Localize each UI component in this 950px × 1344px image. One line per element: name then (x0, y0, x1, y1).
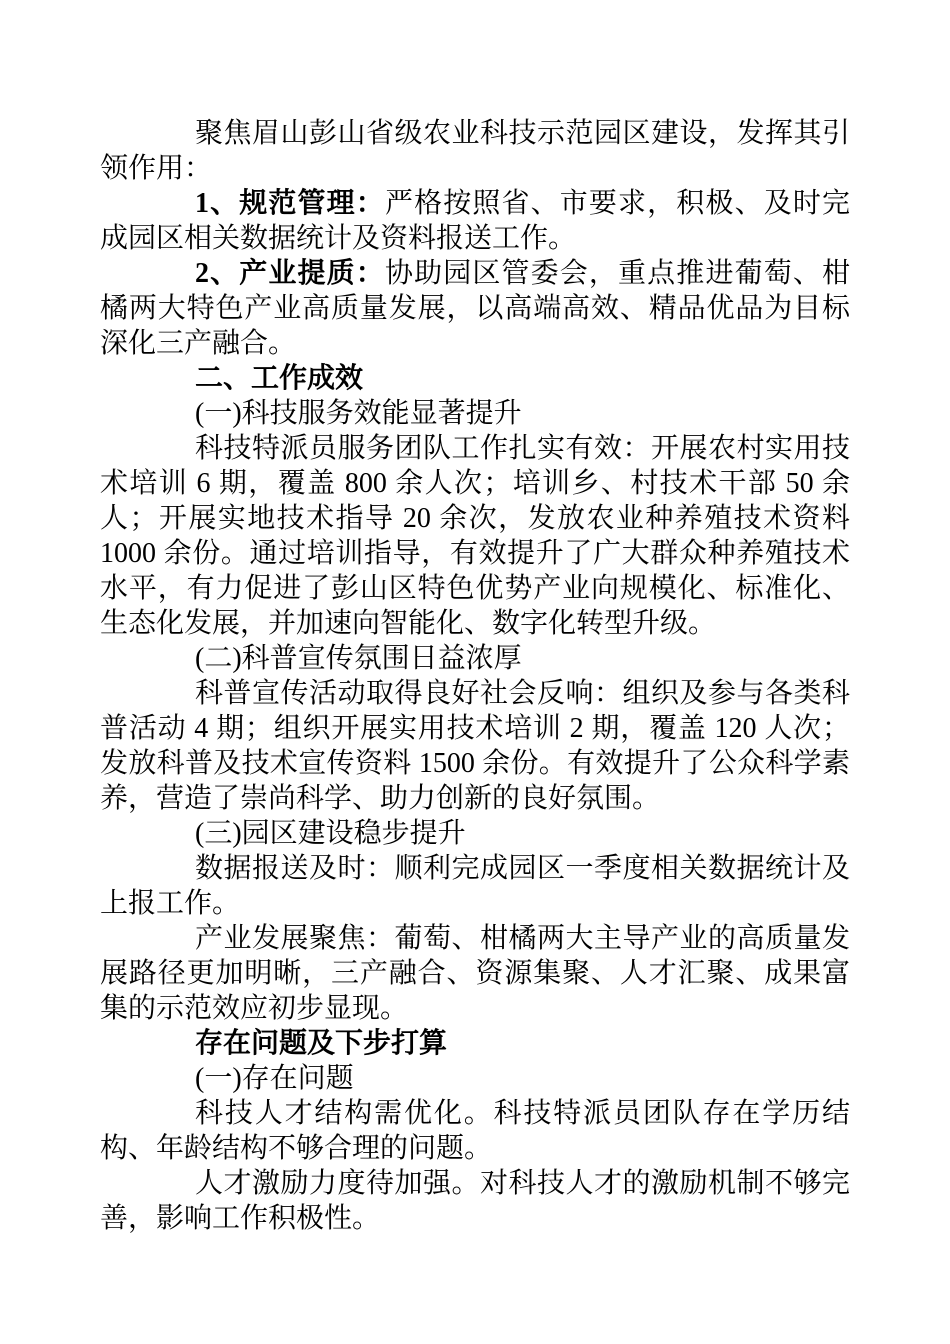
section-heading-problems-and-plans (100, 1026, 850, 1061)
paragraph-text: 科普宣传活动取得良好社会反响：组织及参与各类科普活动 4 期；组织开展实用技术培训 2 期，覆盖 120 人次；发放科普及技术宣传资料 1500 余份。有效提升了公众科学素养，营造了崇尚科学、助力创新的良好氛围。 (100, 678, 850, 814)
paragraph-data-reporting (100, 851, 850, 921)
subsection-heading-existing-problems (100, 1061, 850, 1096)
subsection-heading-park-construction (100, 816, 850, 851)
paragraph-text: 协助园区管委会，重点推进葡萄、柑橘两大特色产业高质量发展，以高端高效、精品优品为目标深化三产融合。 (100, 258, 850, 359)
paragraph-talent-structure (100, 1096, 850, 1166)
paragraph-industry-focus (100, 921, 850, 1026)
paragraph-bold-lead: 2、产业提质： (195, 258, 385, 289)
subsection-heading-science-popularization (100, 641, 850, 676)
paragraph-talent-incentive (100, 1166, 850, 1236)
paragraph-intro (100, 116, 850, 186)
subsection-heading-tech-service (100, 396, 850, 431)
paragraph-science-popularization-body (100, 676, 850, 816)
paragraph-text: 科技人才结构需优化。科技特派员团队存在学历结构、年龄结构不够合理的问题。 (100, 1098, 850, 1164)
heading-text: 二、工作成效 (195, 363, 364, 394)
paragraph-text: 数据报送及时：顺利完成园区一季度相关数据统计及上报工作。 (100, 853, 850, 919)
paragraph-text: 科技特派员服务团队工作扎实有效：开展农村实用技术培训 6 期，覆盖 800 余人次；培训乡、村技术干部 50 余人；开展实地技术指导 20 余次，发放农业种养殖技术资料 1000 余份。通过培训指导，有效提升了广大群众种养殖技术水平，有力促进了彭山区特色优势产业向规模化、标准化、生态化发展，并加速向智能化、数字化转型升级。 (100, 433, 850, 639)
paragraph-text: 人才激励力度待加强。对科技人才的激励机制不够完善，影响工作积极性。 (100, 1168, 850, 1234)
subheading-text: (二)科普宣传氛围日益浓厚 (195, 643, 522, 674)
paragraph-tech-service-body (100, 431, 850, 641)
subheading-text: (一)科技服务效能显著提升 (195, 398, 522, 429)
subheading-text: (三)园区建设稳步提升 (195, 818, 466, 849)
paragraph-text: 产业发展聚焦：葡萄、柑橘两大主导产业的高质量发展路径更加明晰，三产融合、资源集聚、人才汇聚、成果富集的示范效应初步显现。 (100, 923, 850, 1024)
paragraph-text: 严格按照省、市要求，积极、及时完成园区相关数据统计及资料报送工作。 (100, 188, 850, 254)
paragraph-item-1 (100, 186, 850, 256)
paragraph-bold-lead: 1、规范管理： (195, 188, 385, 219)
heading-text: 存在问题及下步打算 (195, 1028, 448, 1059)
section-heading-work-results (100, 361, 850, 396)
paragraph-text: 聚焦眉山彭山省级农业科技示范园区建设，发挥其引领作用： (100, 118, 850, 184)
paragraph-item-2 (100, 256, 850, 361)
subheading-text: (一)存在问题 (195, 1063, 354, 1094)
